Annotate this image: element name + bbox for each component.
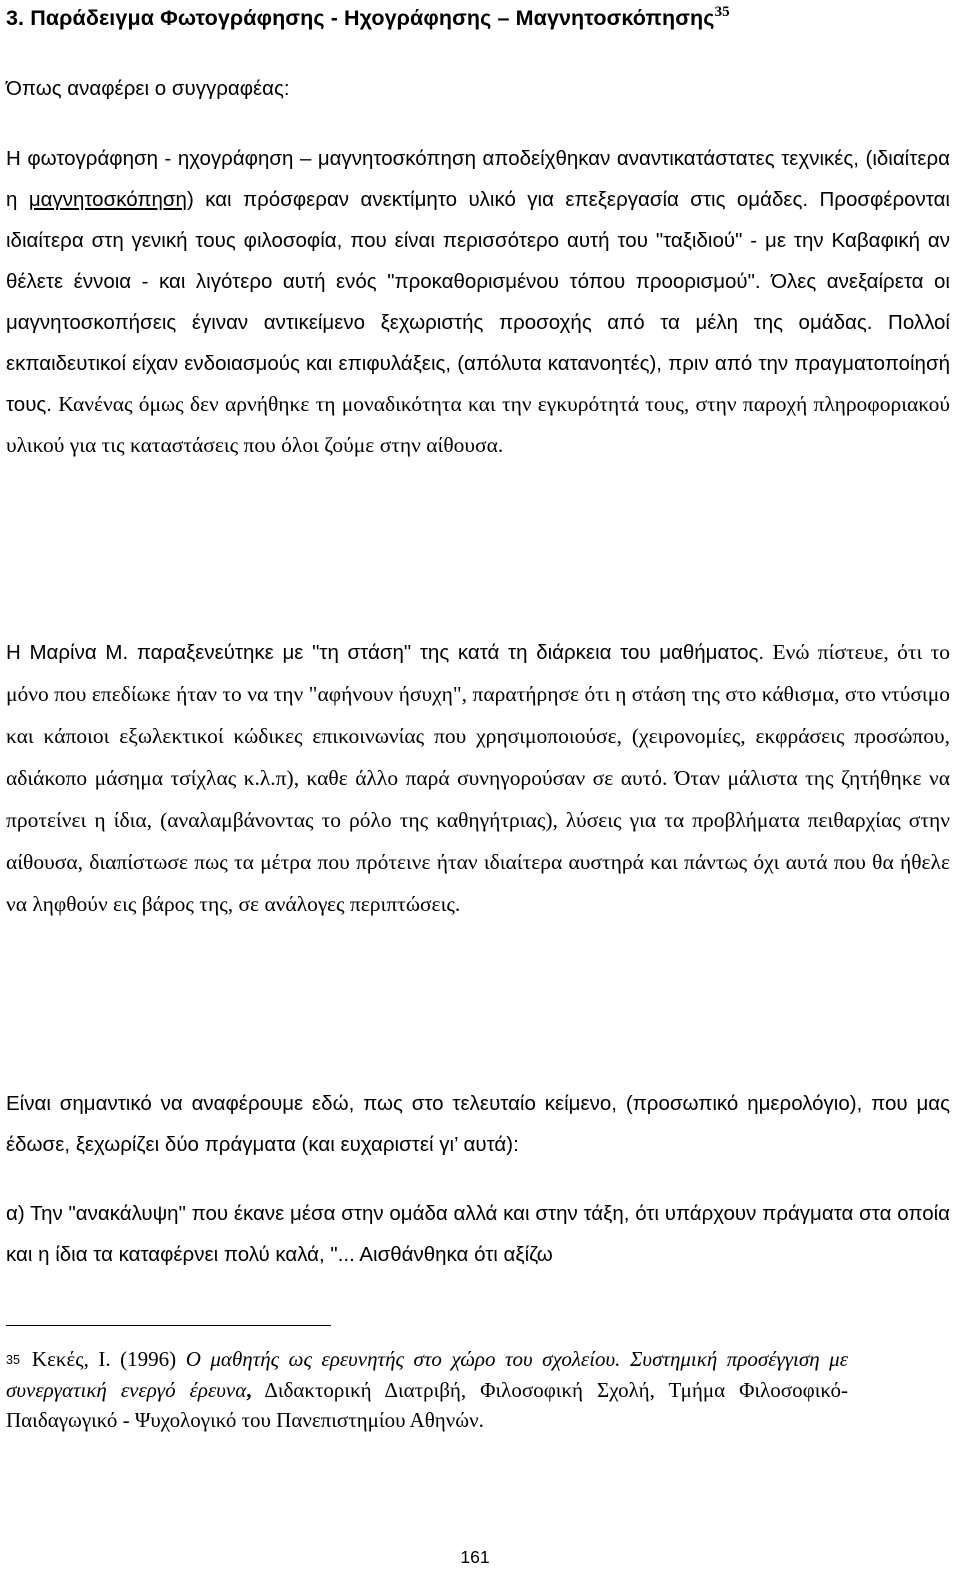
underlined-term: μαγνητοσκόπηση (28, 188, 187, 211)
footnote-reference: 35 (714, 4, 730, 20)
heading-text: 3. Παράδειγμα Φωτογράφησης - Ηχογράφησης – Μαγνητοσκόπησης (6, 6, 715, 30)
footnote-comma: , (246, 1378, 252, 1402)
section-heading (6, 4, 956, 31)
paragraph-1 (6, 138, 950, 466)
intro-line: Όπως αναφέρει ο συγγραφέας: (6, 77, 290, 100)
footnote-number: 35 (6, 1353, 20, 1367)
paragraph-2-text-a: Η Μαρίνα Μ. παραξενεύτηκε με "τη στάση" της κατά τη διάρκεια του μαθήματος. (6, 641, 765, 664)
paragraph-4: α) Την "ανακάλυψη" που έκανε μέσα στην ομάδα αλλά και στην τάξη, ότι υπάρχουν πράγματα στα οποία και η ίδια τα καταφέρνει πολύ καλά, "... Αισθάνθηκα ότι αξίζω (6, 1202, 950, 1266)
paragraph-3: Είναι σημαντικό να αναφέρουμε εδώ, πως στο τελευταίο κείμενο, (προσωπικό ημερολόγιο), που μας έδωσε, ξεχωρίζει δύο πράγματα (και ευχαριστεί γι’ αυτά): (6, 1092, 950, 1156)
footnote-rest: Διδακτορική Διατριβή, Φιλοσοφική Σχολή, Τμήμα Φιλοσοφικό- Παιδαγωγικό - Ψυχολογικό του Πανεπιστημίου Αθηνών. (6, 1378, 849, 1432)
footnote-separator (6, 1325, 331, 1326)
paragraph-1-text-b: ) και πρόσφεραν ανεκτίμητο υλικό για επεξεργασία στις ομάδες. Προσφέρονται ιδιαίτερα στη γενική τους φιλοσοφία, που είναι περισσότερο αυτή του "ταξιδιού" - με την Καβαφική αν θέλετε έννοια - και λιγότερο αυτή ενός "προκαθορισμένου τόπου προορισμού". Όλες ανεξαίρετα οι μαγνητοσκοπήσεις έγιναν αντικείμενο ξεχωριστής προσοχής από τα μέλη της ομάδας. Πολλοί εκπαιδευτικοί είχαν ενδοιασμούς και επιφυλάξεις, (απόλυτα κατανοητές), πριν από την πραγματοποίησή τους. (6, 188, 950, 416)
paragraph-1-text-c: Κανένας όμως δεν αρνήθηκε τη μοναδικότητα και την εγκυρότητά τους, στην παροχή πληροφοριακού υλικού για τις καταστάσεις που όλοι ζούμε στην αίθουσα. (6, 392, 950, 457)
page-number: 161 (460, 1547, 490, 1567)
paragraph-2-text-b: Ενώ πίστευε, ότι το μόνο που επεδίωκε ήταν το να την "αφήνουν ήσυχη", παρατήρησε ότι η στάση της στο κάθισμα, στο ντύσιμο και κάποιοι εξωλεκτικοί κώδικες επικοινωνίας που χρησιμοποιούσε, (χειρονομίες, εκφράσεις προσώπου, αδιάκοπο μάσημα τσίχλας κ.λ.π), καθε άλλο παρά συνηγορούσαν σε αυτό. Όταν μάλιστα της ζητήθηκε να προτείνει η ίδια, (αναλαμβάνοντας το ρόλο της καθηγήτριας), λύσεις για τα προβλήματα πειθαρχίας στην αίθουσα, διαπίστωσε πως τα μέτρα που πρότεινε ήταν ιδιαίτερα αυστηρά και πάντως όχι αυτά που θα ήθελε να ληφθούν εις βάρος της, σε ανάλογες περιπτώσεις. (6, 640, 950, 916)
footnote-title: Ο μαθητής ως ερευνητής στο χώρο του σχολείου. Συστημική προσέγγιση με συνεργατική ενεργό έρευνα (6, 1347, 848, 1402)
paragraph-2 (6, 632, 950, 926)
footnote-author: Κεκές, Ι. (1996) (31, 1347, 177, 1371)
footnote (6, 1344, 848, 1435)
paragraph-1-text-a: Η φωτογράφηση - ηχογράφηση – μαγνητοσκόπηση αποδείχθηκαν αναντικατάστατες τεχνικές, (ιδιαίτερα η (6, 147, 950, 211)
